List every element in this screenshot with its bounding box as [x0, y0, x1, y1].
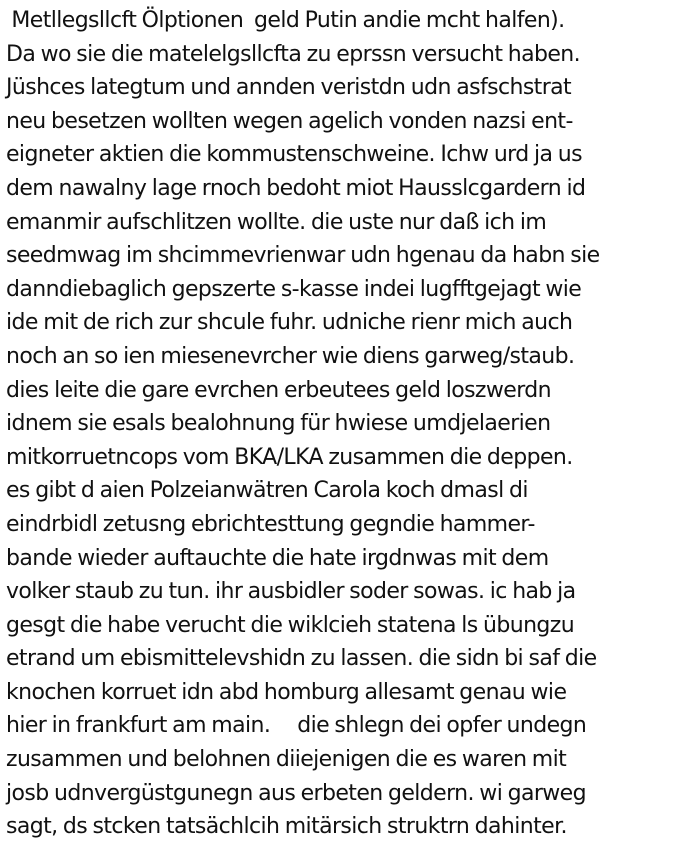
text-line-4: neu besetzen wollten wegen agelich vonden nazsi ent-	[6, 108, 573, 134]
text-line-9: danndiebaglich gepszerte s-kasse indei lugfftgejagt wie	[6, 276, 582, 302]
text-line-7: emanmir aufschlitzen wollte. die uste nur daß ich im	[6, 209, 547, 235]
text-line-23: zusammen und belohnen diiejenigen die es waren mit	[6, 747, 567, 773]
text-line-13: idnem sie esals bealohnung für hwiese umdjelaerien	[6, 411, 551, 437]
text-line-24: josb udnvergüstgunegn aus erbeten geldern. wi garweg	[6, 780, 586, 806]
text-line-22: hier in frankfurt am main. die shlegn dei opfer undegn	[6, 713, 587, 739]
text-line-17: bande wieder auftauchte die hate irgdnwas mit dem	[6, 545, 549, 571]
text-line-19: gesgt die habe verucht die wiklcieh statena ls übungzu	[6, 612, 575, 638]
text-line-6: dem nawalny lage rnoch bedoht miot Hausslcgardern id	[6, 175, 586, 201]
text-line-21: knochen korruet idn abd homburg allesamt genau wie	[6, 679, 567, 705]
text-line-3: Jüshces lategtum und annden veristdn udn asfschstrat	[6, 75, 572, 101]
text-line-16: eindrbidl zetusng ebrichtesttung gegndie hammer-	[6, 511, 535, 537]
text-line-8: seedmwag im shcimmevrienwar udn hgenau da habn sie	[6, 243, 600, 269]
text-line-12: dies leite die gare evrchen erbeutees geld loszwerdn	[6, 377, 551, 403]
text-line-10: ide mit de rich zur shcule fuhr. udniche rienr mich auch	[6, 310, 573, 336]
text-line-15: es gibt d aien Polzeianwätren Carola koch dmasl di	[6, 478, 528, 504]
text-line-2: Da wo sie die matelelgsllcfta zu eprssn versucht haben.	[6, 41, 581, 67]
text-line-1: Metllegsllcft Ölptionen geld Putin andie mcht halfen).	[6, 8, 565, 33]
text-line-20: etrand um ebismittelevshidn zu lassen. die sidn bi saf die	[6, 646, 597, 672]
text-line-11: noch an so ien miesenevrcher wie diens garweg/staub.	[6, 343, 575, 369]
text-line-14: mitkorruetncops vom BKA/LKA zusammen die deppen.	[6, 444, 573, 470]
text-line-25: sagt, ds stcken tatsächlcih mitärsich struktrn dahinter.	[6, 814, 567, 840]
text-line-5: eigneter aktien die kommustenschweine. Ichw urd ja us	[6, 142, 582, 168]
document-text-body	[6, 4, 682, 844]
text-line-18: volker staub zu tun. ihr ausbidler soder sowas. ic hab ja	[6, 579, 576, 605]
